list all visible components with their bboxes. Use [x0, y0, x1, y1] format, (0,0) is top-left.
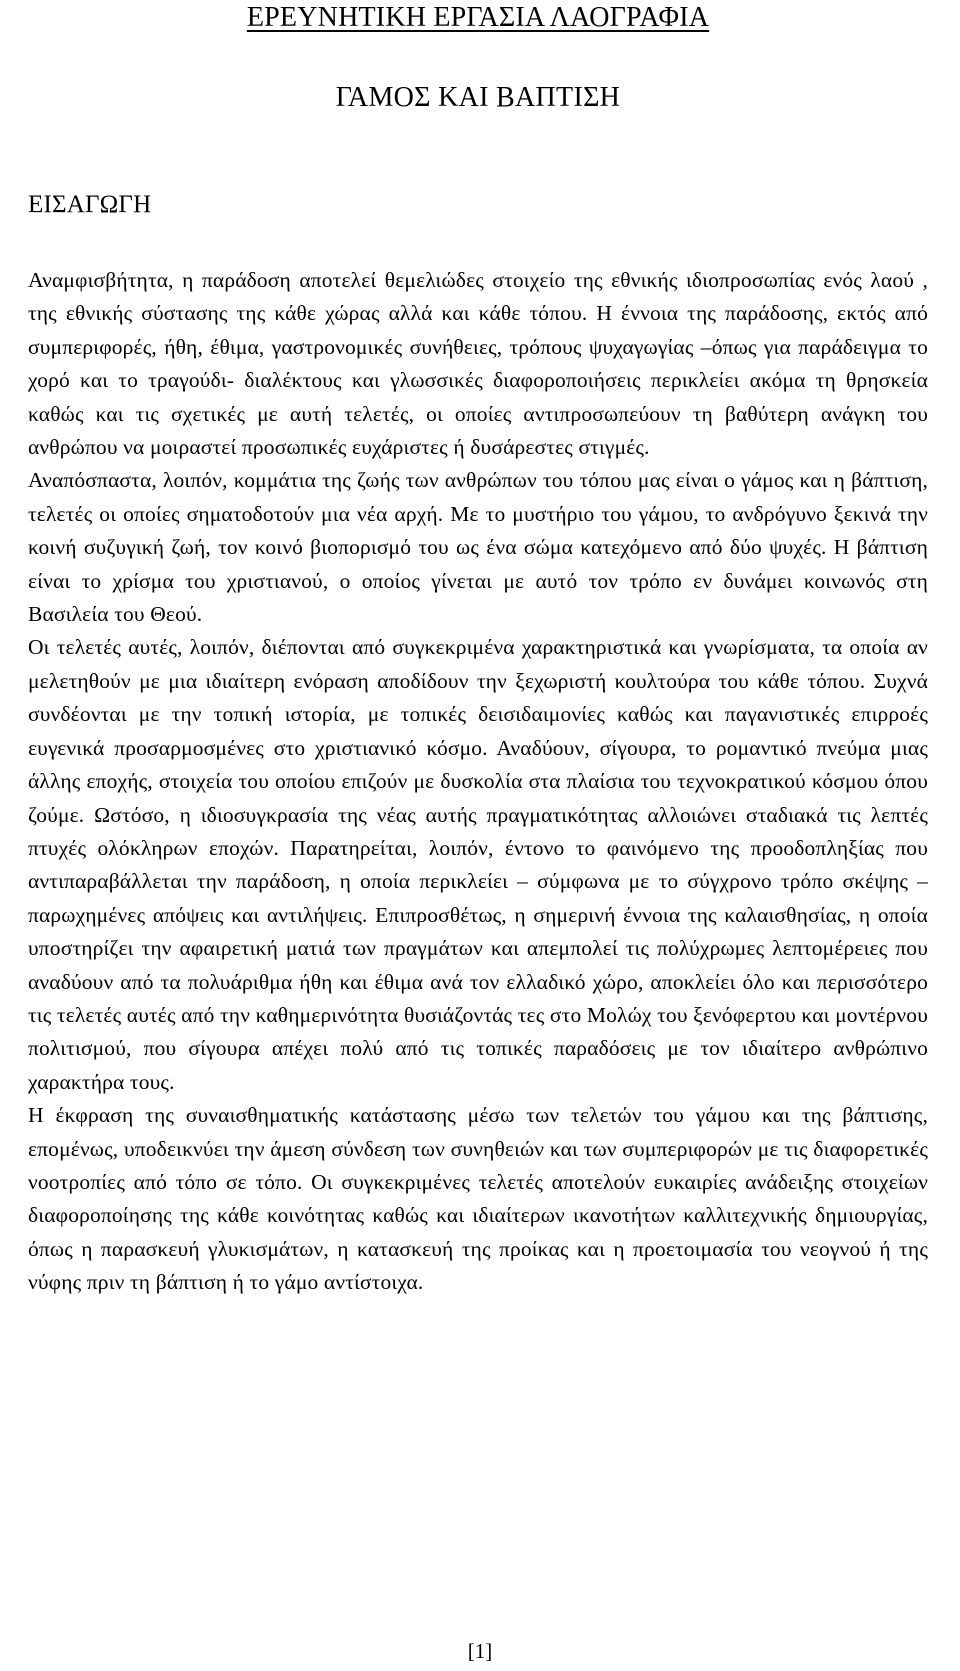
- paragraph-4: Η έκφραση της συναισθηματικής κατάστασης μέσω των τελετών του γάμου και της βάπτισης, επομένως, υποδεικνύει την άμεση σύνδεση των συνηθειών και των συμπεριφορών με τις διαφορετικές νοοτροπίες από τόπο σε τόπο. Οι συγκεκριμένες τελετές αποτελούν ευκαιρίες ανάδειξης στοιχείων διαφοροποίησης της κάθε κοινότητας καθώς και ιδιαίτερων ικανοτήτων καλλιτεχνικής δημιουργίας, όπως η παρασκευή γλυκισμάτων, η κατασκευή της προίκας και η προετοιμασία του νεογνού ή της νύφης πριν τη βάπτιση ή το γάμο αντίστοιχα.: [28, 1103, 928, 1295]
- document-title: ΕΡΕΥΝΗΤΙΚΗ ΕΡΓΑΣΙΑ ΛΑΟΓΡΑΦΙΑ: [246, 2, 710, 33]
- paragraph-3: Οι τελετές αυτές, λοιπόν, διέπονται από συγκεκριμένα χαρακτηριστικά και γνωρίσματα, τα οποία αν μελετηθούν με μια ιδιαίτερη ενόραση αποδίδουν την ξεχωριστή κουλτούρα του κάθε τόπου. Συχνά συνδέονται με την τοπική ιστορία, με τοπικές δεισιδαιμονίες καθώς και παγανιστικές επιρροές ευγενικά προσαρμοσμένες στο χριστιανικό κόσμο. Αναδύουν, σίγουρα, το ρομαντικό πνεύμα μιας άλλης εποχής, στοιχεία του οποίου επιζούν με δυσκολία στα πλαίσια του τεχνοκρατικού κόσμου όπου ζούμε. Ωστόσο, η ιδιοσυγκρασία της νέας αυτής πραγματικότητας αλλοιώνει σταδιακά τις λεπτές πτυχές ολόκληρων εποχών. Παρατηρείται, λοιπόν, έντονο το φαινόμενο της προοδοπληξίας που αντιπαραβάλλεται την παράδοση, η οποία περικλείει – σύμφωνα με το σύγχρονο τρόπο σκέψης – παρωχημένες απόψεις και αντιλήψεις. Επιπροσθέτως, η σημερινή έννοια της καλαισθησίας, η οποία υποστηρίζει την αφαιρετική ματιά των πραγμάτων και απεμπολεί τις πολύχρωμες λεπτομέρειες που αναδύουν από τα πολυάριθμα ήθη και έθιμα ανά τον ελλαδικό χώρο, αποκλείει όλο και περισσότερο τις τελετές αυτές από την καθημερινότητα θυσιάζοντάς τες στο Μολώχ του ξενόφερτου και μοντέρνου πολιτισμού, που σίγουρα απέχει πολύ από τις τοπικές παραδόσεις με τον ιδιαίτερο ανθρώπινο χαρακτήρα τους.: [28, 635, 928, 1094]
- introduction-body: [28, 264, 928, 1300]
- section-heading-introduction: ΕΙΣΑΓΩΓΗ: [28, 191, 152, 218]
- document-page: [28, 0, 928, 1300]
- paragraph-2: Αναπόσπαστα, λοιπόν, κομμάτια της ζωής των ανθρώπων του τόπου μας είναι ο γάμος και η βάπτιση, τελετές οι οποίες σηματοδοτούν μια νέα αρχή. Με το μυστήριο του γάμου, το ανδρόγυνο ξεκινά την κοινή συζυγική ζωή, τον κοινό βιοπορισμό του ως ένα σώμα κατεχόμενο από δύο ψυχές. Η βάπτιση είναι το χρίσμα του χριστιανού, ο οποίος γίνεται με αυτό τον τρόπο εν δυνάμει κοινωνός στη Βασιλεία του Θεού.: [28, 468, 928, 627]
- page-number: [1]: [467, 1639, 493, 1663]
- document-subtitle: ΓΑΜΟΣ ΚΑΙ ΒΑΠΤΙΣΗ: [335, 82, 621, 113]
- paragraph-1: Αναμφισβήτητα, η παράδοση αποτελεί θεμελιώδες στοιχείο της εθνικής ιδιοπροσωπίας ενός λαού , της εθνικής σύστασης της κάθε χώρας αλλά και κάθε τόπου. Η έννοια της παράδοσης, εκτός από συμπεριφορές, ήθη, έθιμα, γαστρονομικές συνήθειες, τρόπους ψυχαγωγίας –όπως για παράδειγμα το χορό και το τραγούδι- διαλέκτους και γλωσσικές διαφοροποιήσεις περικλείει ακόμα τη θρησκεία καθώς και τις σχετικές με αυτή τελετές, οι οποίες αντιπροσωπεύουν τη βαθύτερη ανάγκη του ανθρώπου να μοιραστεί προσωπικές ευχάριστες ή δυσάρεστες στιγμές.: [28, 268, 928, 460]
